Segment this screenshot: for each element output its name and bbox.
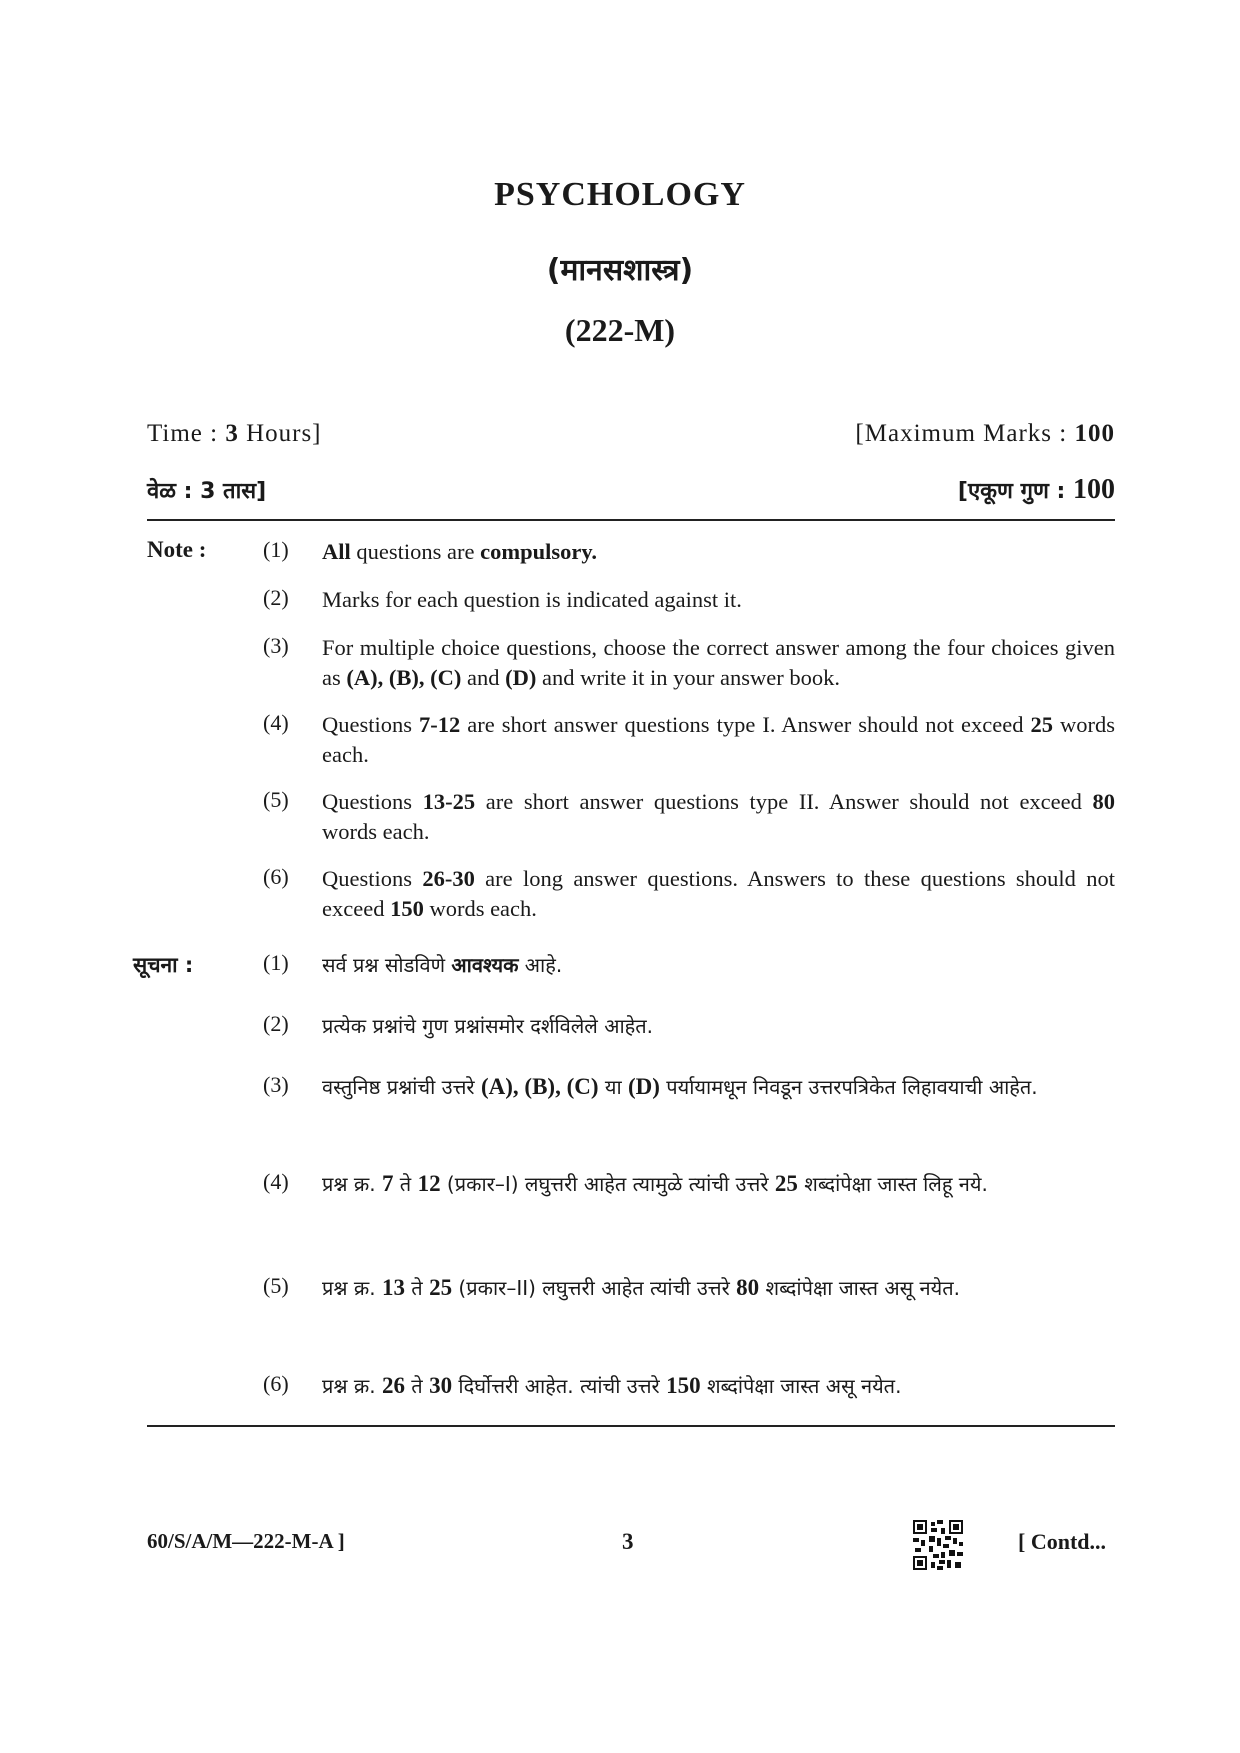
subject-title-marathi: (मानसशास्त्र) [546, 253, 694, 288]
max-marks-info-marathi: [एकूण गुण : 100 [957, 474, 1115, 505]
max-marks-info: [Maximum Marks : 100 [855, 420, 1115, 447]
subject-title: PSYCHOLOGY [494, 176, 746, 213]
time-marks-row-marathi [147, 474, 1115, 506]
time-marks-row [147, 420, 1115, 448]
continued-label: [ Contd... [1018, 1529, 1107, 1554]
subject-code: (222-M) [564, 312, 676, 348]
divider-top [147, 519, 1115, 521]
note-label-marathi: सूचना : [133, 953, 194, 977]
note-label: Note : [147, 537, 207, 562]
page-number: 3 [622, 1529, 634, 1554]
divider-bottom [147, 1425, 1115, 1427]
exam-page: PSYCHOLOGY (मानसशास्त्र) (222-M) Time : 3 Hours] [Maximum Marks : 100 वेळ : 3 तास] [एकूण गुण : 100 Note : (1) All questions are compulsory. (2) Marks for each question is indicated against it. (3) For multiple choice questions, choose the correct answer among the four choices given as (A), (B), (C) and (D) and write it in your answer book. (4) Questions 7-12 are short answer questions type I. Answer should not exceed 25 words each. (5) Questions 13-25 are short answer questions type II. Answer should not exceed 80 words each. (6) Questions 26-30 are long answer questions. Answers to these questions should not exceed 150 words each. सूचना : (1) सर्व प्रश्न सोडविणे आवश्यक आहे. (2) प्रत्येक प्रश्नांचे गुण प्रश्नांसमोर दर्शविलेले आहेत. (3) वस्तुनिष्ठ प्रश्नांची उत्तरे (A), (B), (C) या (D) पर्यायामधून निवडून उत्तरपत्रिकेत लिहावयाची आहेत. (4) प्रश्न क्र. 7 ते 12 (प्रकार–I) लघुत्तरी आहेत त्यामुळे त्यांची उत्तरे 25 शब्दांपेक्षा जास्त लिहू नये. (5) प्रश्न क्र. 13 ते 25 (प्रकार–II) लघुत्तरी आहेत त्यांची उत्तरे 80 शब्दांपेक्षा जास्त असू नयेत. (6) प्रश्न क्र. 26 ते 30 दिर्घोत्तरी आहेत. त्यांची उत्तरे 150 शब्दांपेक्षा जास्त असू नयेत. 60/S/A/M—222-M-A ] 3 [ Contd... [0, 0, 1240, 1753]
time-info-marathi: वेळ : 3 तास] [147, 479, 267, 504]
qr-code-icon [913, 1520, 963, 1570]
paper-code: 60/S/A/M—222-M-A ] [147, 1529, 345, 1553]
time-info: Time : 3 Hours] [147, 420, 322, 447]
